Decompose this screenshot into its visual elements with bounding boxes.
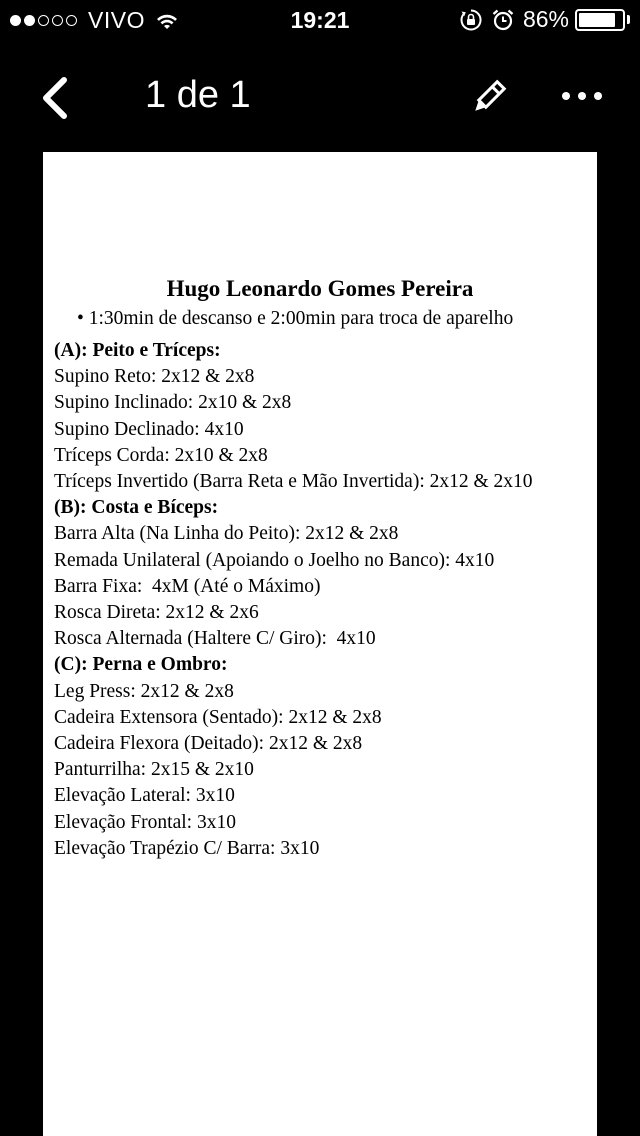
- document-bullet: • 1:30min de descanso e 2:00min para troca de aparelho: [77, 308, 514, 329]
- exercise-line: Remada Unilateral (Apoiando o Joelho no Banco): 4x10: [54, 549, 495, 571]
- chevron-left-icon: [36, 76, 76, 120]
- battery-percentage: 86%: [522, 6, 569, 32]
- exercise-line: Rosca Direta: 2x12 & 2x6: [54, 602, 259, 624]
- exercise-line: Leg Press: 2x12 & 2x8: [54, 680, 234, 702]
- more-horizontal-icon: [562, 92, 570, 100]
- section-heading-a: (A): Peito e Tríceps:: [54, 340, 221, 361]
- exercise-line: Barra Alta (Na Linha do Peito): 2x12 & 2x8: [54, 523, 399, 545]
- exercise-line: Supino Declinado: 4x10: [54, 418, 244, 440]
- exercise-line: Rosca Alternada (Haltere C/ Giro): 4x10: [54, 628, 376, 650]
- exercise-line: Elevação Trapézio C/ Barra: 3x10: [54, 837, 320, 859]
- exercise-line: Barra Fixa: 4xM (Até o Máximo): [54, 575, 321, 597]
- section-heading-c: (C): Perna e Ombro:: [54, 654, 228, 676]
- section-heading-b: (B): Costa e Bíceps:: [54, 497, 219, 519]
- status-right: [459, 6, 630, 33]
- battery-level-fill: [579, 13, 615, 27]
- battery-tip: [627, 15, 630, 24]
- back-button[interactable]: [36, 76, 76, 120]
- battery-icon: [575, 9, 625, 31]
- document-body: [54, 338, 574, 862]
- status-time: 19:21: [290, 7, 350, 33]
- exercise-line: Panturrilha: 2x15 & 2x10: [54, 759, 254, 781]
- document-title: Hugo Leonardo Gomes Pereira: [166, 276, 474, 301]
- exercise-line: Cadeira Flexora (Deitado): 2x12 & 2x8: [54, 733, 363, 755]
- navigation-bar: [0, 40, 640, 152]
- carrier-label: VIVO: [88, 7, 145, 33]
- exercise-line: Supino Reto: 2x12 & 2x8: [54, 366, 255, 388]
- rotation-lock-icon: [459, 8, 483, 32]
- exercise-line: Elevação Frontal: 3x10: [54, 811, 236, 833]
- document-page[interactable]: [43, 152, 597, 1136]
- pencil-icon: [466, 76, 510, 120]
- exercise-line: Tríceps Corda: 2x10 & 2x8: [54, 444, 268, 466]
- exercise-line: Cadeira Extensora (Sentado): 2x12 & 2x8: [54, 706, 382, 728]
- exercise-line: Tríceps Invertido (Barra Reta e Mão Invertida): 2x12 & 2x10: [54, 471, 533, 493]
- edit-button[interactable]: [466, 76, 510, 120]
- status-bar: [0, 0, 640, 40]
- more-options-button[interactable]: [562, 84, 602, 108]
- exercise-line: Elevação Lateral: 3x10: [54, 785, 235, 807]
- exercise-line: Supino Inclinado: 2x10 & 2x8: [54, 392, 292, 414]
- page-counter-title: 1 de 1: [145, 74, 251, 116]
- alarm-clock-icon: [491, 8, 515, 32]
